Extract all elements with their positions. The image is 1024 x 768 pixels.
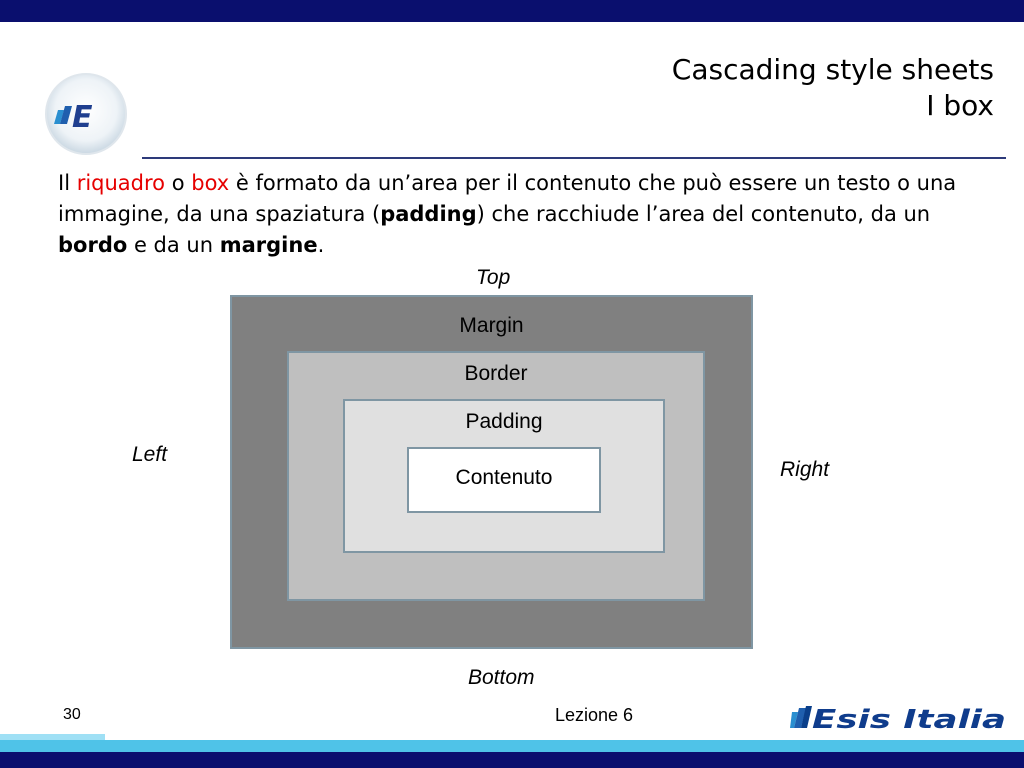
label-bottom: Bottom [468,666,535,689]
intro-text-4: ) che racchiude l’area del contenuto, da un [476,202,931,226]
svg-text:E: E [72,100,93,135]
label-top: Top [476,266,511,289]
intro-text-3: è formato da un’area per il contenuto che può essere un testo o una immagine, da una spaziatura ( [58,171,957,226]
term-bordo: bordo [58,233,128,257]
page-title [672,52,994,124]
border-label: Border [464,362,528,385]
title-divider [142,157,1006,159]
term-margine: margine [219,233,318,257]
label-left: Left [132,443,168,466]
title-line-1: Cascading style sheets [671,53,994,86]
intro-text-5: e da un [127,233,220,257]
padding-label: Padding [465,410,543,433]
intro-text-1: Il [58,171,77,195]
page-number: 30 [63,706,81,723]
margin-label: Margin [459,314,524,337]
label-right: Right [780,458,830,481]
intro-paragraph [58,168,988,261]
title-line-2: I box [926,89,994,122]
intro-text-6: . [317,233,325,257]
ve-logo-icon [42,72,130,156]
footer-strip-navy [0,752,1024,768]
esis-italia-logo [790,700,1010,734]
term-box: box [191,171,230,195]
lesson-label: Lezione 6 [555,705,634,725]
brand-text: Esis Italia [812,705,1006,734]
footer-strip-cyan [0,740,1024,752]
intro-text-2: o [165,171,192,195]
term-padding: padding [380,202,477,226]
term-riquadro: riquadro [76,171,166,195]
top-bar [0,0,1024,22]
content-label: Contenuto [455,466,553,489]
